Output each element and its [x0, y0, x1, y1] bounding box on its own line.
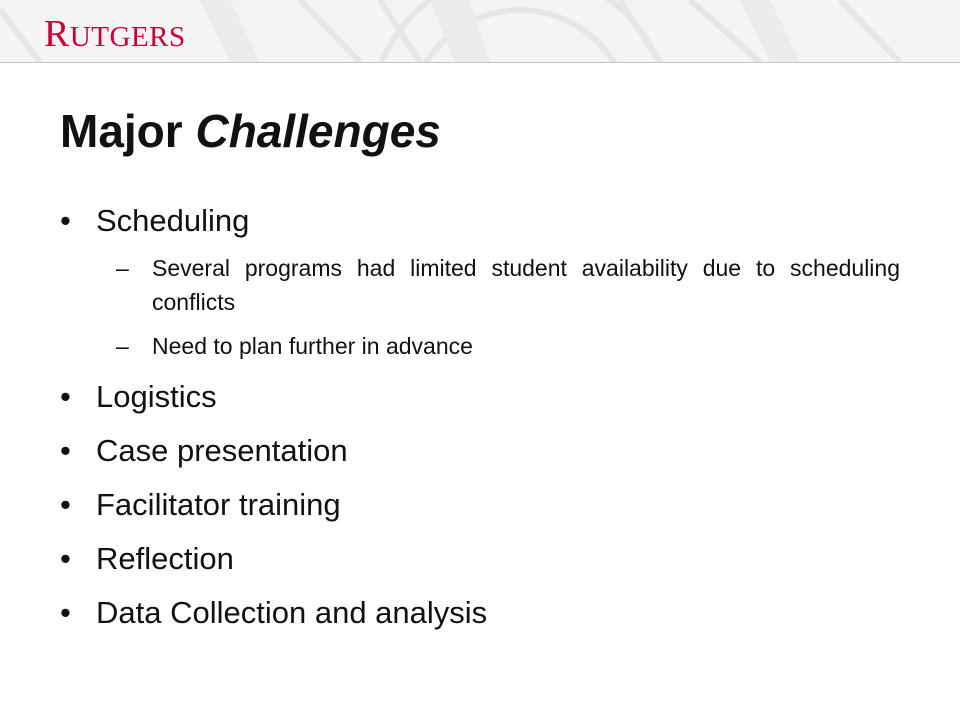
bullet-text: Scheduling	[96, 203, 250, 238]
bullet-mark: •	[60, 203, 71, 238]
bullet-text: Data Collection and analysis	[96, 595, 488, 630]
sub-bullet-item	[60, 251, 900, 319]
sub-bullet-item	[60, 329, 900, 363]
bullet-item	[60, 197, 900, 245]
sub-bullet-text: Several programs had limited student availability due to scheduling conflicts	[152, 255, 900, 315]
bullet-item	[60, 427, 900, 475]
bullet-mark: •	[60, 487, 71, 522]
logo-rest: UTGERS	[69, 21, 186, 53]
bullet-item	[60, 535, 900, 583]
bullet-item	[60, 589, 900, 637]
bullet-mark: •	[60, 541, 71, 576]
bullet-mark: •	[60, 595, 71, 630]
sub-bullet-list	[60, 251, 900, 363]
bullet-text: Reflection	[96, 541, 234, 576]
bullet-text: Case presentation	[96, 433, 348, 468]
bullet-item	[60, 373, 900, 421]
bullet-mark: •	[60, 433, 71, 468]
sub-bullet-text: Need to plan further in advance	[152, 333, 473, 359]
header-divider	[0, 62, 960, 63]
sub-bullet-dash: –	[116, 255, 129, 281]
title-italic: Challenges	[195, 105, 441, 157]
bullet-text: Facilitator training	[96, 487, 341, 522]
bullet-item	[60, 481, 900, 529]
title-regular: Major	[60, 105, 183, 157]
slide-title	[60, 104, 441, 158]
sub-bullet-dash: –	[116, 333, 129, 359]
bullet-mark: •	[60, 379, 71, 414]
header-band	[0, 0, 960, 62]
rutgers-logo	[44, 12, 186, 56]
logo-initial: R	[44, 13, 70, 55]
bullet-list	[60, 197, 900, 643]
bullet-text: Logistics	[96, 379, 217, 414]
